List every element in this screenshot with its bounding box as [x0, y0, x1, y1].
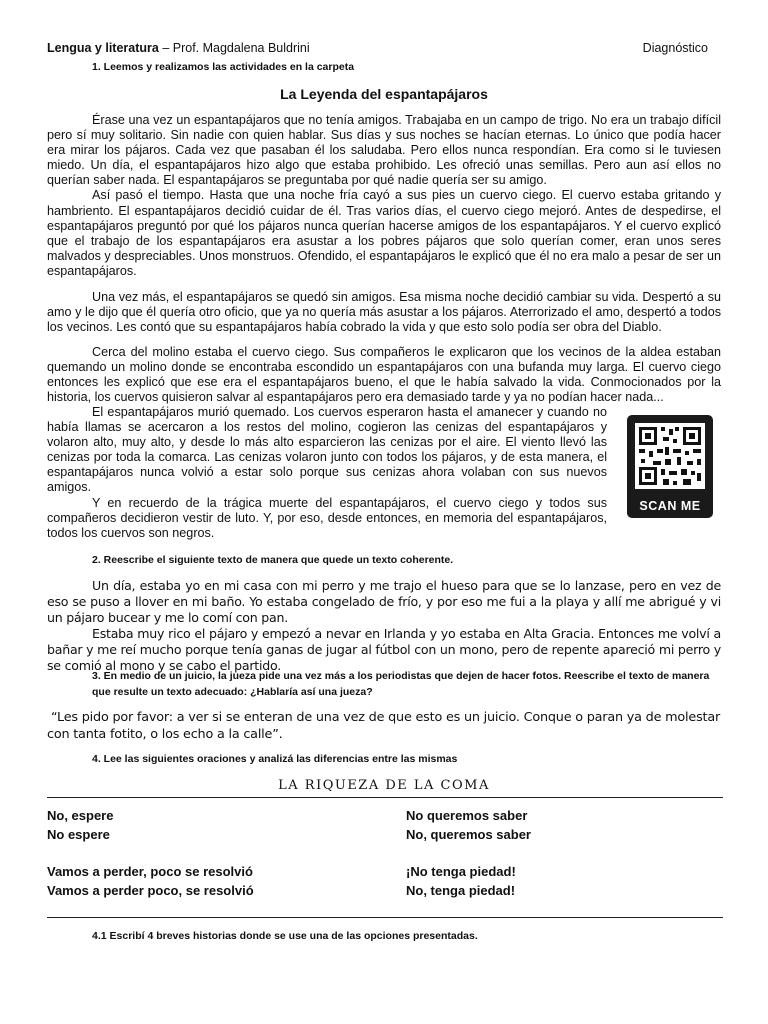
instruction-4-1: 4.1 Escribí 4 breves historias donde se use una de las opciones presentadas.: [92, 930, 478, 942]
instruction-4: 4. Lee las siguientes oraciones y analizá las diferencias entre las mismas: [92, 753, 458, 765]
comma-example: Vamos a perder poco, se resolvió: [47, 882, 254, 898]
comma-example: No espere: [47, 826, 110, 842]
story-paragraph-1: Érase una vez un espantapájaros que no tenía amigos. Trabajaba en un campo de trigo. No era un trabajo difícil pero sí muy solitario. Sin nadie con quien hablar. Sus días y sus noches se hacían eternas. Lo único que podía hacer era mirar los pájaros. Cada vez que pasaban él los saludaba. Pero ellos nunca respondían. Era como si le tuviesen miedo. Un día, el espantapájaros hizo algo que estaba prohibido. Les ofreció unas semillas. Pero aun así ellos no querían saber nada. El espantapájaros se preguntaba por qué nadie quería ser su amigo.: [47, 113, 721, 188]
comma-group-right-1: [406, 807, 531, 844]
bottom-divider: [47, 917, 723, 918]
subject-name: Lengua y literatura: [47, 41, 159, 55]
qr-scan-label: SCAN ME: [639, 499, 701, 513]
incoherent-text: [47, 578, 721, 674]
header-separator: –: [158, 41, 173, 55]
incoherent-paragraph-2: Estaba muy rico el pájaro y empezó a nevar en Irlanda y yo estaba en Alta Gracia. Entonces me volví a bañar y me reí mucho porque tenía ganas de jugar al fútbol con un mono, pero de repente apareció mi perro y se comió al mono y se cabo el partido.: [47, 626, 721, 673]
incoherent-paragraph-1: Un día, estaba yo en mi casa con mi perro y me trajo el hueso para que se lo lanzase, pero en vez de eso se puso a llover en mi baño. Yo estaba congelado de frío, y por eso me fui a la playa y allí me abrigué y vi un pájaro bucear y me lo comí con pan.: [47, 578, 721, 625]
story-paragraph-2: Así pasó el tiempo. Hasta que una noche fría cayó a sus pies un cuervo ciego. El cuervo estaba gritando y hambriento. El espantapájaros decidió cuidar de él. Tras varios días, el cuervo ciego mejoró. Antes de despedirse, el espantapájaros preguntó por qué los pájaros nunca querían hacerse amigos de los espantapájaros. Y el cuervo explicó que el trabajo de los espantapájaros era asustar a los pobres pájaros que solo querían comer, eran unos seres malvados y despreciables. Unos monstruos. Ofendido, el espantapájaros le explicó que él no era malo a pesar de ser un espantapájaros.: [47, 188, 721, 278]
comma-example: Vamos a perder, poco se resolvió: [47, 864, 253, 879]
document-type: Diagnóstico: [642, 41, 708, 55]
page-header: [47, 41, 708, 55]
comma-example: No queremos saber: [406, 808, 528, 823]
coma-section-title: LA RIQUEZA DE LA COMA: [278, 778, 490, 793]
top-divider: [47, 797, 723, 798]
story-paragraph-5: El espantapájaros murió quemado. Los cuervos esperaron hasta el amanecer y cuando no había llamas se acercaron a los restos del molino, cogieron las cenizas del espantapájaros y volaron alto, muy alto, y desde lo más alto esparcieron las cenizas por el aire. El viento llevó las cenizas por toda la comarca. Las cenizas volaron junto con todos los pájaros, y de esta manera, el espantapájaros nunca volvió a estar solo porque sus cenizas ahora volaban con sus nuevos amigos.: [47, 405, 607, 495]
qr-code-icon: [635, 423, 705, 489]
story-paragraph-6: Y en recuerdo de la trágica muerte del espantapájaros, el cuervo ciego y todos sus compañeros decidieron vestir de luto. Y, por eso, desde entonces, en memoria del espantapájaros, todos los cuervos son negros.: [47, 495, 607, 540]
instruction-3: 3. En medio de un juicio, la jueza pide una vez más a los periodistas que dejen de hacer fotos. Reescribe el texto de manera que resulte un texto adecuado: ¿Hablaría así una jueza?: [92, 670, 710, 698]
comma-example: No, queremos saber: [406, 826, 531, 842]
comma-group-left-1: [47, 807, 113, 844]
instruction-1: 1. Leemos y realizamos las actividades en la carpeta: [92, 61, 355, 73]
qr-code[interactable]: [627, 415, 713, 518]
story-block-3: [47, 345, 721, 405]
story-block-4: [47, 405, 607, 541]
comma-example: ¡No tenga piedad!: [406, 864, 516, 879]
story-block-2: [47, 290, 721, 335]
teacher-name: Prof. Magdalena Buldrini: [172, 41, 310, 55]
judge-quote: “Les pido por favor: a ver si se enteran de una vez de que esto es un juicio. Conque o paran ya de molestar con tanta fotito, o los echo a la calle”.: [47, 710, 721, 742]
comma-example: No, espere: [47, 808, 114, 823]
story-paragraph-4: Cerca del molino estaba el cuervo ciego. Sus compañeros le explicaron que los vecinos de la aldea estaban quemando un molino donde se encontraba escondido un espantapájaros con una bufanda muy larga. El cuervo ciego entonces les explicó que ese era el espantapájaros bueno, el que le había salvado la vida. Conmocionados por la historia, los cuervos quisieron salvar al espantapájaros pero era demasiado tarde y ya no podían hacer nada...: [47, 345, 721, 405]
story-title: La Leyenda del espantapájaros: [280, 86, 488, 102]
story-block-1: [47, 113, 721, 279]
comma-example: No, tenga piedad!: [406, 882, 516, 898]
story-paragraph-3: Una vez más, el espantapájaros se quedó sin amigos. Esa misma noche decidió cambiar su vida. Despertó a su amo y le dijo que él quería otro oficio, que ya no quería más asustar a los pájaros. Aterrorizado el amo, despertó a todos los vecinos. Les contó que su espantapájaros había cobrado la vida y que esto solo podía ser obra del Diablo.: [47, 290, 721, 335]
comma-group-left-2: [47, 863, 254, 900]
header-left: [47, 41, 310, 55]
comma-group-right-2: [406, 863, 516, 900]
instruction-2: 2. Reescribe el siguiente texto de manera que quede un texto coherente.: [92, 554, 454, 566]
